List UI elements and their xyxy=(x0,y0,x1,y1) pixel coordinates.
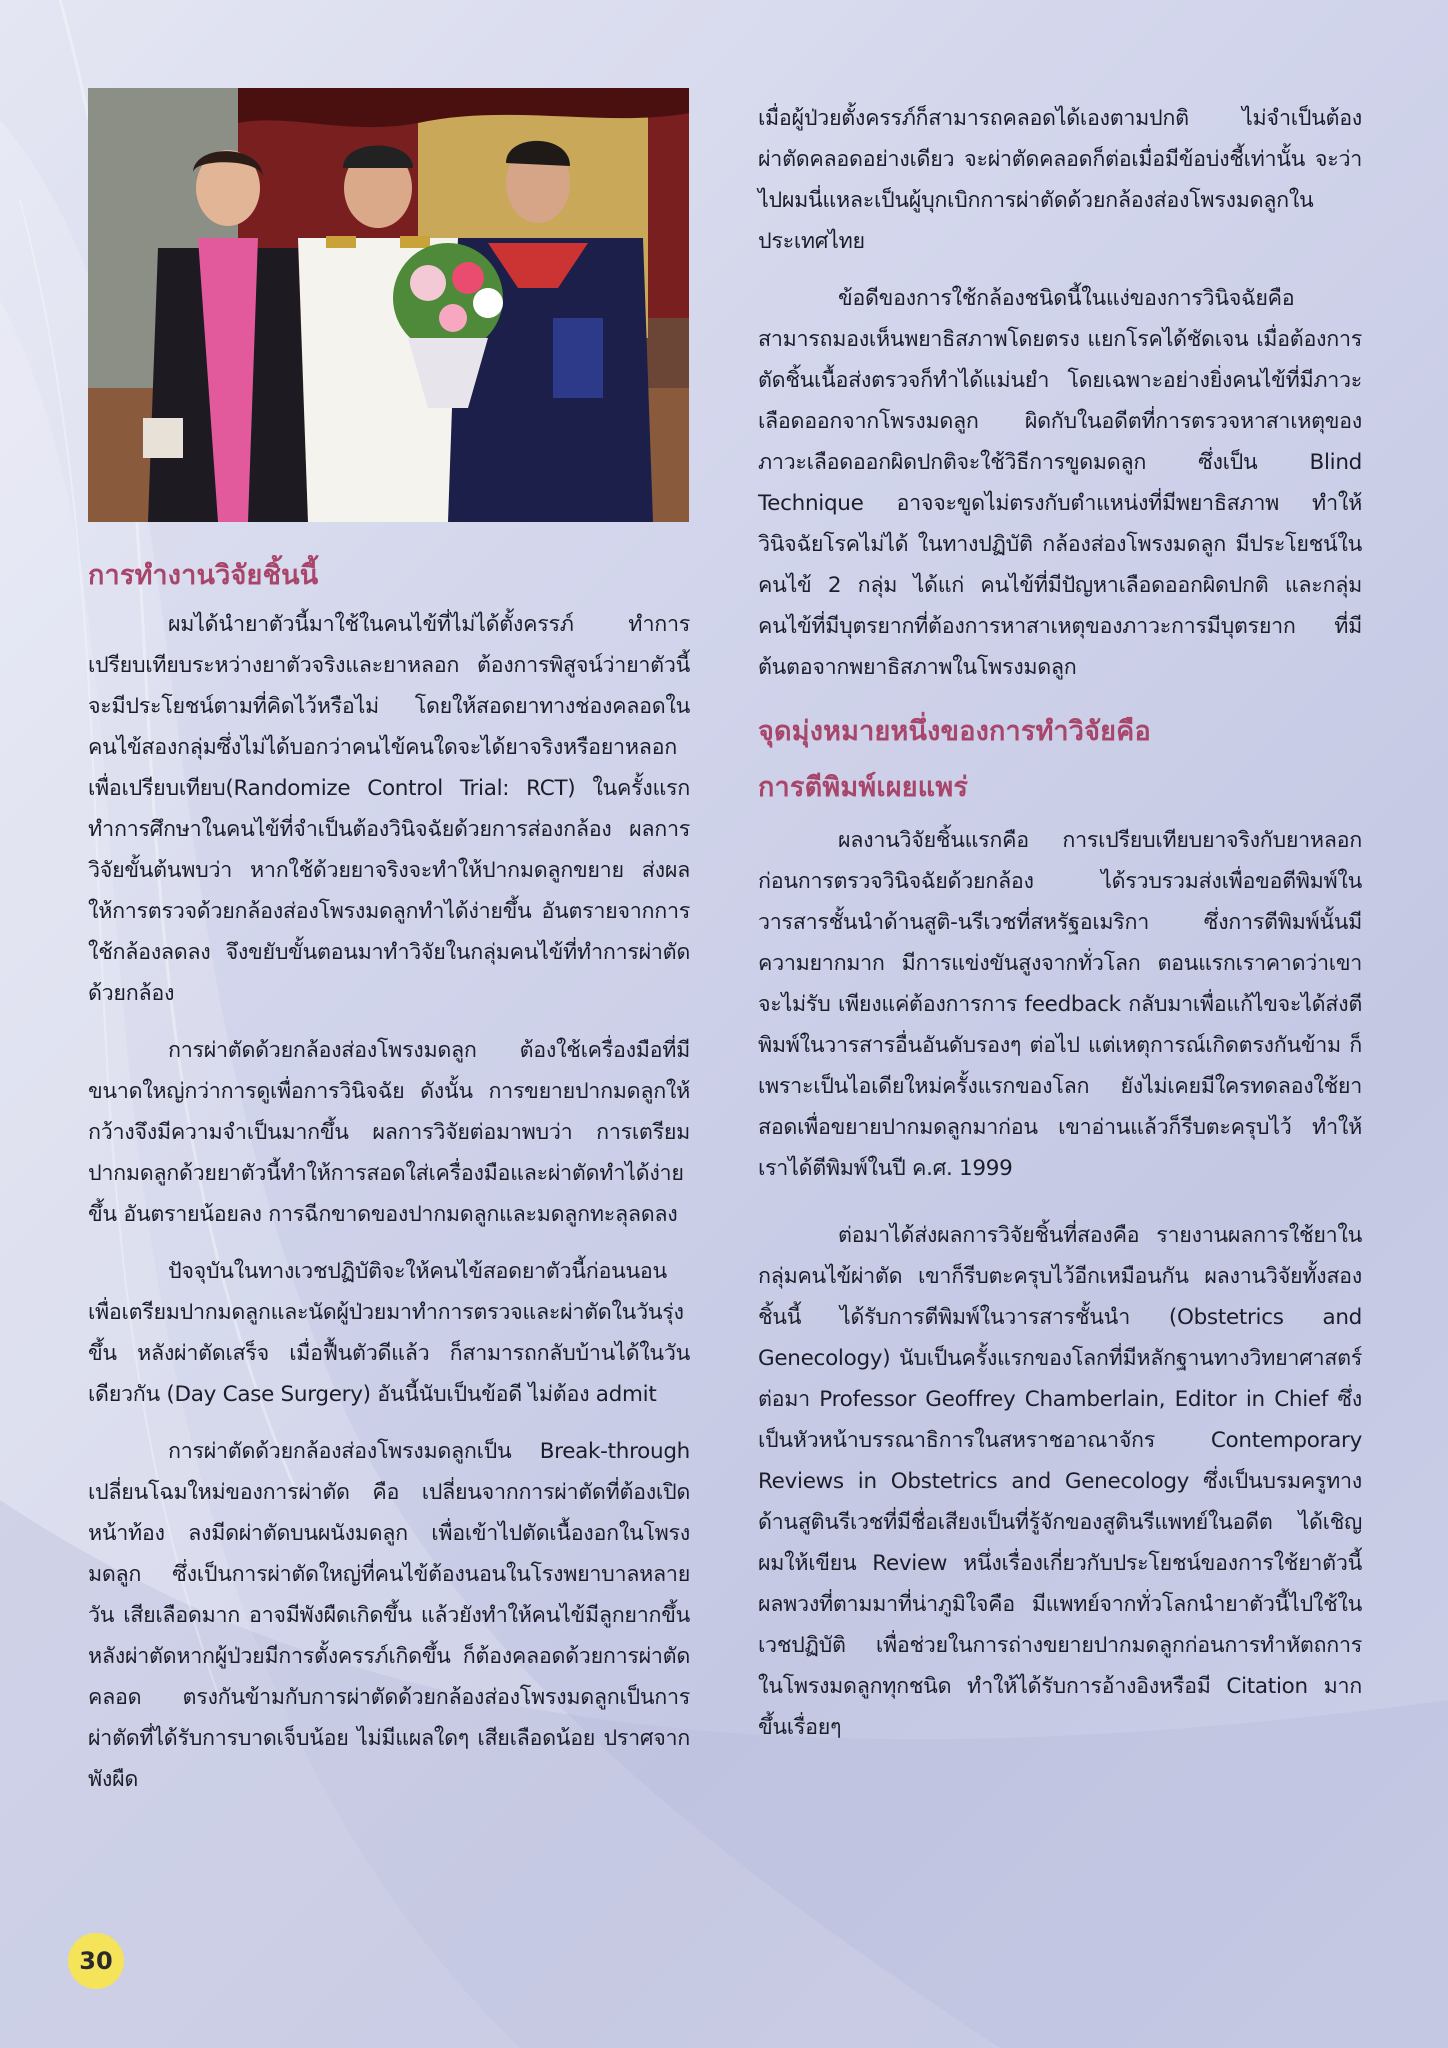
paragraph: เมื่อผู้ป่วยตั้งครรภ์ก็สามารถคลอดได้เองตามปกติ ไม่จำเป็นต้องผ่าตัดคลอดอย่างเดียว จะผ่าตัดคลอดก็ต่อเมื่อมีข้อบ่งชี้เท่านั้น จะว่าไปผมนี่แหละเป็นผู้บุกเบิกการผ่าตัดด้วยกล้องส่องโพรงมดลูกในประเทศไทย xyxy=(758,106,1362,254)
paragraph: ปัจจุบันในทางเวชปฏิบัติจะให้คนไข้สอดยาตัวนี้ก่อนนอนเพื่อเตรียมปากมดลูกและนัดผู้ป่วยมาทำการตรวจและผ่าตัดในวันรุ่งขึ้น หลังผ่าตัดเสร็จ เมื่อฟื้นตัวดีแล้ว ก็สามารถกลับบ้านได้ในวันเดียวกัน (Day Case Surgery) อันนี้นับเป็นข้อดี ไม่ต้อง admit xyxy=(88,1259,690,1407)
page-number-badge: 30 xyxy=(68,1933,124,1989)
paragraph: ข้อดีของการใช้กล้องชนิดนี้ในแง่ของการวินิจฉัยคือ สามารถมองเห็นพยาธิสภาพโดยตรง แยกโรคได้ชัดเจน เมื่อต้องการตัดชิ้นเนื้อส่งตรวจก็ทำได้แม่นยำ โดยเฉพาะอย่างยิ่งคนไข้ที่มีภาวะเลือดออกจากโพรงมดลูก ผิดกับในอดีตที่การตรวจหาสาเหตุของภาวะเลือดออกผิดปกติจะใช้วิธีการขูดมดลูก ซึ่งเป็น Blind Technique อาจจะขูดไม่ตรงกับตำแหน่งที่มีพยาธิสภาพ ทำให้วินิจฉัยโรคไม่ได้ ในทางปฏิบัติ กล้องส่องโพรงมดลูก มีประโยชน์ในคนไข้ 2 กลุ่ม ได้แก่ คนไข้ที่มีปัญหาเลือดออกผิดปกติ และกลุ่มคนไข้ที่มีบุตรยากที่ต้องการหาสาเหตุของภาวะการมีบุตรยาก ที่มีต้นตอจากพยาธิสภาพในโพรงมดลูก xyxy=(758,286,1362,680)
paragraph: ผมได้นำยาตัวนี้มาใช้ในคนไข้ที่ไม่ได้ตั้งครรภ์ ทำการเปรียบเทียบระหว่างยาตัวจริงและยาหลอก ต้องการพิสูจน์ว่ายาตัวนี้จะมีประโยชน์ตามที่คิดไว้หรือไม่ โดยให้สอดยาทางช่องคลอดในคนไข้สองกลุ่มซึ่งไม่ได้บอกว่าคนไข้คนใดจะได้ยาจริงหรือยาหลอกเพื่อเปรียบเทียบ(Randomize Control Trial: RCT) ในครั้งแรกทำการศึกษาในคนไข้ที่จำเป็นต้องวินิจฉัยด้วยการส่องกล้อง ผลการวิจัยขั้นต้นพบว่า หากใช้ด้วยยาจริงจะทำให้ปากมดลูกขยาย ส่งผลให้การตรวจด้วยกล้องส่องโพรงมดลูกทำได้ง่ายขึ้น อันตรายจากการใช้กล้องลดลง จึงขยับขั้นตอนมาทำวิจัยในกลุ่มคนไข้ที่ทำการผ่าตัดด้วยกล้อง xyxy=(88,612,690,1006)
right-column xyxy=(758,98,1362,1764)
photo-illustration xyxy=(88,88,689,522)
section-heading-publication-line2: การตีพิมพ์เผยแพร่ xyxy=(758,772,969,803)
paragraph: ต่อมาได้ส่งผลการวิจัยชิ้นที่สองคือ รายงานผลการใช้ยาในกลุ่มคนไข้ผ่าตัด เขาก็รีบตะครุบไว้อีกเหมือนกัน ผลงานวิจัยทั้งสองชิ้นนี้ ได้รับการตีพิมพ์ในวารสารชั้นนำ (Obstetrics and Genecology) นับเป็นครั้งแรกของโลกที่มีหลักฐานทางวิทยาศาสตร์ ต่อมา Professor Geoffrey Chamberlain, Editor in Chief ซึ่งเป็นหัวหน้าบรรณาธิการในสหราชอาณาจักร Contemporary Reviews in Obstetrics and Genecology ซึ่งเป็นบรมครูทางด้านสูตินรีเวชที่มีชื่อเสียงเป็นที่รู้จักของสูตินรีแพทย์ในอดีต ได้เชิญผมให้เขียน Review หนึ่งเรื่องเกี่ยวกับประโยชน์ของการใช้ยาตัวนี้ ผลพวงที่ตามมาที่น่าภูมิใจคือ มีแพทย์จากทั่วโลกนำยาตัวนี้ไปใช้ในเวชปฏิบัติ เพื่อช่วยในการถ่างขยายปากมดลูกก่อนการทำหัตถการในโพรงมดลูกทุกชนิด ทำให้ได้รับการอ้างอิงหรือมี Citation มากขึ้นเรื่อยๆ xyxy=(758,1223,1362,1740)
paragraph: การผ่าตัดด้วยกล้องส่องโพรงมดลูก ต้องใช้เครื่องมือที่มีขนาดใหญ่กว่าการดูเพื่อการวินิจฉัย ดังนั้น การขยายปากมดลูกให้กว้างจึงมีความจำเป็นมากขึ้น ผลการวิจัยต่อมาพบว่า การเตรียมปากมดลูกด้วยยาตัวนี้ทำให้การสอดใส่เครื่องมือและผ่าตัดทำได้ง่ายขึ้น อันตรายน้อยลง การฉีกขาดของปากมดลูกและมดลูกทะลุลดลง xyxy=(88,1038,690,1227)
left-column xyxy=(88,548,690,1816)
paragraph: ผลงานวิจัยชิ้นแรกคือ การเปรียบเทียบยาจริงกับยาหลอกก่อนการตรวจวินิจฉัยด้วยกล้อง ได้รวบรวมส่งเพื่อขอตีพิมพ์ในวารสารชั้นนำด้านสูติ-นรีเวชที่สหรัฐอเมริกา ซึ่งการตีพิมพ์นั้นมีความยากมาก มีการแข่งขันสูงจากทั่วโลก ตอนแรกเราคาดว่าเขาจะไม่รับ เพียงแค่ต้องการการ feedback กลับมาเพื่อแก้ไขจะได้ส่งตีพิมพ์ในวารสารอื่นอันดับรองๆ ต่อไป แต่เหตุการณ์เกิดตรงกันข้าม ก็เพราะเป็นไอเดียใหม่ครั้งแรกของโลก ยังไม่เคยมีใครทดลองใช้ยาสอดเพื่อขยายปากมดลูกมาก่อน เขาอ่านแล้วก็รีบตะครุบไว้ ทำให้เราได้ตีพิมพ์ในปี ค.ศ. 1999 xyxy=(758,828,1362,1181)
ceremony-photo xyxy=(88,88,689,522)
section-heading-publication-line1: จุดมุ่งหมายหนึ่งของการทำวิจัยคือ xyxy=(758,716,1151,747)
section-heading-research-work: การทำงานวิจัยชิ้นนี้ xyxy=(88,560,319,591)
paragraph: การผ่าตัดด้วยกล้องส่องโพรงมดลูกเป็น Break-through เปลี่ยนโฉมใหม่ของการผ่าตัด คือ เปลี่ยนจากการผ่าตัดที่ต้องเปิดหน้าท้อง ลงมีดผ่าตัดบนผนังมดลูก เพื่อเข้าไปตัดเนื้องอกในโพรงมดลูก ซึ่งเป็นการผ่าตัดใหญ่ที่คนไข้ต้องนอนในโรงพยาบาลหลายวัน เสียเลือดมาก อาจมีพังผืดเกิดขึ้น แล้วยังทำให้คนไข้มีลูกยากขึ้น หลังผ่าตัดหากผู้ป่วยมีการตั้งครรภ์เกิดขึ้น ก็ต้องคลอดด้วยการผ่าตัดคลอด ตรงกันข้ามกับการผ่าตัดด้วยกล้องส่องโพรงมดลูกเป็นการผ่าตัดที่ได้รับการบาดเจ็บน้อย ไม่มีแผลใดๆ เสียเลือดน้อย ปราศจากพังผืด xyxy=(88,1439,690,1792)
